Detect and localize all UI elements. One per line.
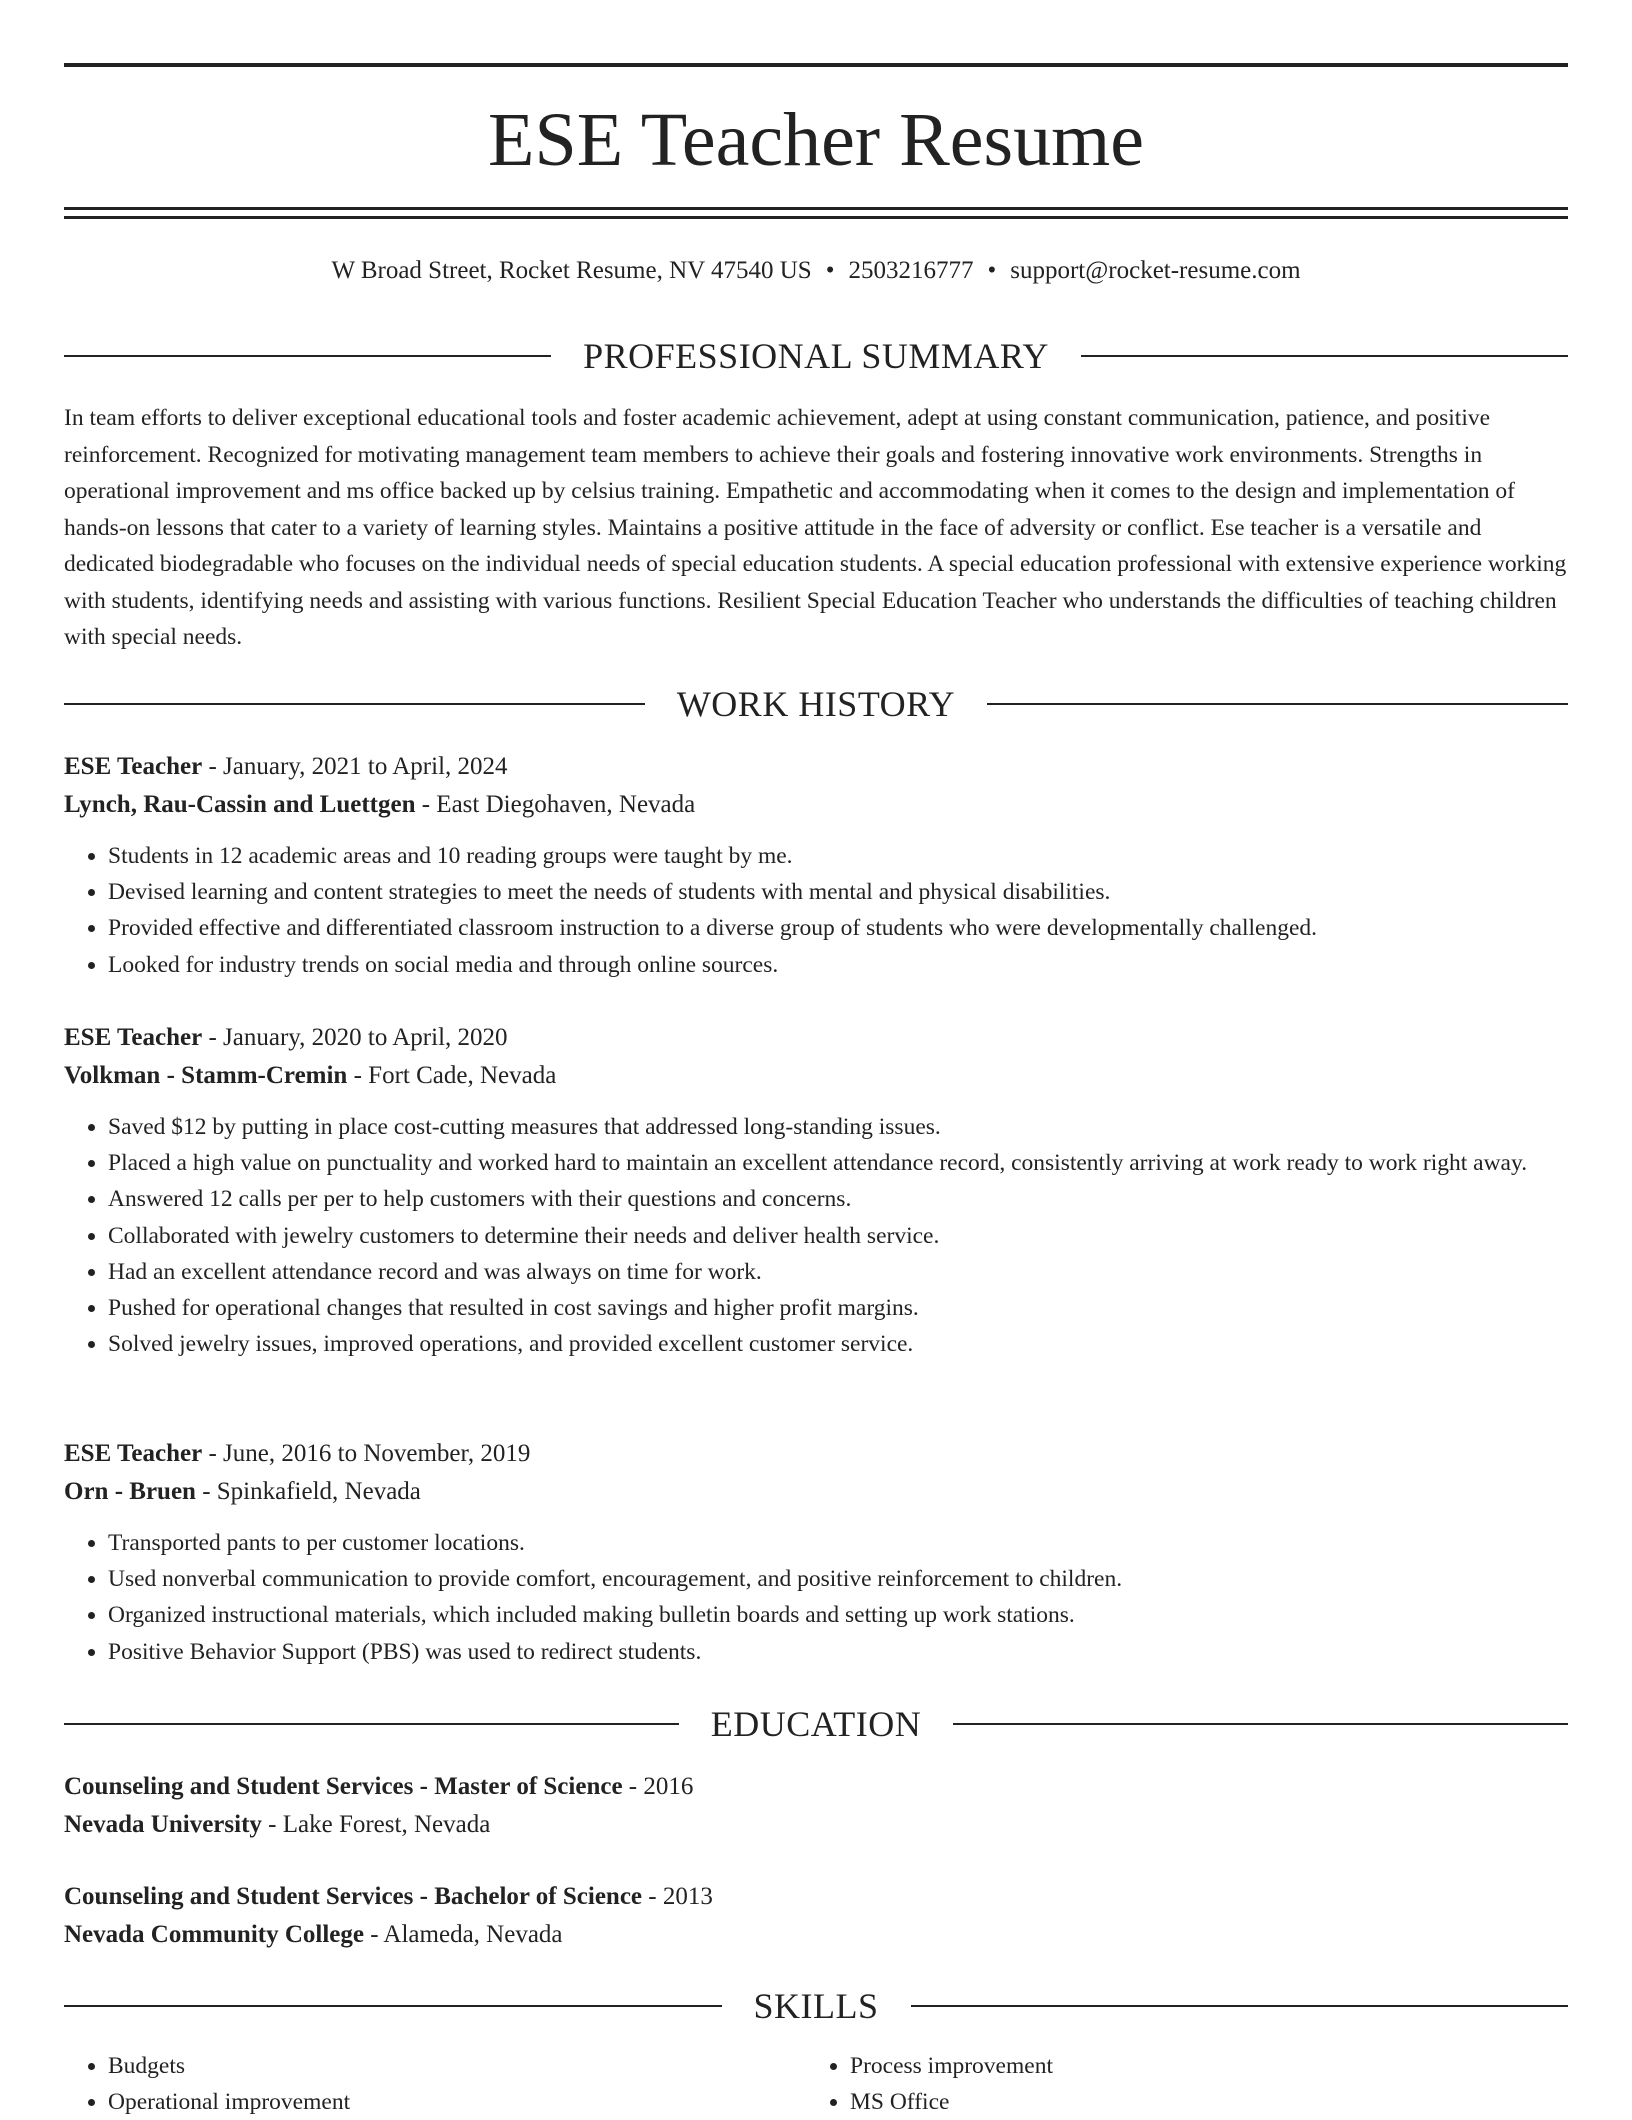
job-location: - Spinkafield, Nevada: [195, 1478, 421, 1505]
education-entry: [64, 1878, 1568, 1954]
list-item: • Used nonverbal communication to provide comfort, encouragement, and positive reinforcement to children.: [108, 1561, 1568, 1597]
list-item: • Placed a high value on punctuality and worked hard to maintain an excellent attendance record, consistently arriving at work ready to work right away.: [108, 1145, 1568, 1181]
job-entry: [64, 1435, 1568, 1670]
list-item: • Answered 12 calls per per to help customers with their questions and concerns.: [108, 1181, 1568, 1217]
job-title: ESE Teacher: [64, 1024, 203, 1051]
list-item: • MS Office: [850, 2084, 1548, 2120]
list-item: • Budgets: [108, 2048, 806, 2084]
contact-email: support@rocket-resume.com: [1010, 257, 1301, 284]
section-title: SKILLS: [753, 1986, 879, 2026]
job-location: - East Diegohaven, Nevada: [415, 791, 696, 818]
section-heading-education: [64, 1702, 1568, 1746]
education-location: - Alameda, Nevada: [363, 1921, 563, 1948]
summary-paragraph: In team efforts to deliver exceptional educational tools and foster academic achievement, adept at using constant communication, patience, and positive reinforcement. Recognized for motivating management team members to achieve their goals and fostering innovative work environments. Strengths in operational improvement and ms office backed up by celsius training. Empathetic and accommodating when it comes to the design and implementation of hands-on lessons that cater to a variety of learning styles. Maintains a positive attitude in the face of adversity or conflict. Ese teacher is a versatile and dedicated biodegradable who focuses on the individual needs of special education students. A special education professional with extensive experience working with students, identifying needs and assisting with various functions. Resilient Special Education Teacher who understands the difficulties of teaching children with special needs.: [64, 405, 1567, 650]
job-dates: - January, 2021 to April, 2024: [202, 753, 508, 780]
heading-rule: [1081, 355, 1568, 357]
skills-column-left: [64, 2048, 806, 2120]
heading-rule: [987, 703, 1568, 705]
list-item: • Process improvement: [850, 2048, 1548, 2084]
list-item: • Organized instructional materials, which included making bulletin boards and setting up work stations.: [108, 1597, 1568, 1633]
heading-rule: [911, 2005, 1569, 2007]
heading-rule: [953, 1723, 1568, 1725]
section-title: WORK HISTORY: [676, 684, 956, 724]
education-year: - 2013: [642, 1883, 713, 1910]
list-item: • Students in 12 academic areas and 10 reading groups were taught by me.: [108, 838, 1568, 874]
list-item: • Solved jewelry issues, improved operations, and provided excellent customer service.: [108, 1326, 1568, 1362]
list-item: • Collaborated with jewelry customers to determine their needs and deliver health service.: [108, 1218, 1568, 1254]
heading-rule: [64, 2005, 722, 2007]
top-rule: [64, 63, 1568, 67]
job-bullets: [64, 838, 1568, 983]
job-entry: [64, 748, 1568, 983]
list-item: • Had an excellent attendance record and was always on time for work.: [108, 1254, 1568, 1290]
job-dates: - January, 2020 to April, 2020: [202, 1024, 508, 1051]
education-degree: Counseling and Student Services - Master of Science: [64, 1773, 623, 1800]
contact-separator: •: [987, 257, 997, 284]
education-location: - Lake Forest, Nevada: [261, 1811, 491, 1838]
contact-separator: •: [825, 257, 835, 284]
job-company: Lynch, Rau-Cassin and Luettgen: [64, 791, 416, 818]
education-school: Nevada University: [64, 1811, 262, 1838]
section-title: PROFESSIONAL SUMMARY: [583, 336, 1049, 376]
title-double-rule-lower: [64, 216, 1568, 219]
job-dates: - June, 2016 to November, 2019: [202, 1440, 531, 1467]
resume-title: ESE Teacher Resume: [488, 98, 1144, 182]
list-item: • Operational improvement: [108, 2084, 806, 2120]
education-degree: Counseling and Student Services - Bachelor of Science: [64, 1883, 643, 1910]
title-double-rule-upper: [64, 207, 1568, 210]
section-heading-skills: [64, 1984, 1568, 2028]
job-title: ESE Teacher: [64, 753, 203, 780]
list-item: • Saved $12 by putting in place cost-cutting measures that addressed long-standing issues.: [108, 1109, 1568, 1145]
job-location: - Fort Cade, Nevada: [347, 1062, 557, 1089]
contact-line: [64, 254, 1568, 288]
section-heading-summary: [64, 334, 1568, 378]
skills-column-right: [806, 2048, 1548, 2120]
section-title: EDUCATION: [710, 1704, 922, 1744]
education-year: - 2016: [622, 1773, 694, 1800]
job-company: Orn - Bruen: [64, 1478, 196, 1505]
skills-list: [64, 2048, 1568, 2120]
job-bullets: [64, 1109, 1568, 1362]
heading-rule: [64, 703, 645, 705]
list-item: • Looked for industry trends on social media and through online sources.: [108, 947, 1568, 983]
job-company: Volkman - Stamm-Cremin: [64, 1062, 348, 1089]
education-entry: [64, 1768, 1568, 1844]
list-item: • Provided effective and differentiated classroom instruction to a diverse group of students who were developmentally challenged.: [108, 910, 1568, 946]
contact-address: W Broad Street, Rocket Resume, NV 47540 US: [331, 257, 812, 284]
job-title: ESE Teacher: [64, 1440, 203, 1467]
job-bullets: [64, 1525, 1568, 1670]
list-item: • Positive Behavior Support (PBS) was used to redirect students.: [108, 1634, 1568, 1670]
job-entry: [64, 1019, 1568, 1362]
heading-rule: [64, 355, 551, 357]
list-item: • Transported pants to per customer locations.: [108, 1525, 1568, 1561]
education-school: Nevada Community College: [64, 1921, 364, 1948]
list-item: • Pushed for operational changes that resulted in cost savings and higher profit margins.: [108, 1290, 1568, 1326]
heading-rule: [64, 1723, 679, 1725]
list-item: • Devised learning and content strategies to meet the needs of students with mental and physical disabilities.: [108, 874, 1568, 910]
contact-phone: 2503216777: [848, 257, 974, 284]
section-heading-work-history: [64, 682, 1568, 726]
